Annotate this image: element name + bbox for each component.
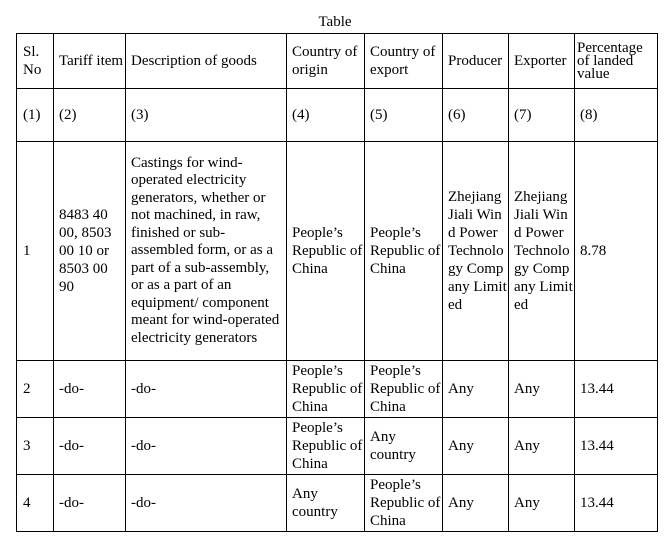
country-of-origin-cell: People’s Republic of China — [287, 418, 365, 475]
country-of-origin-cell: People’s Republic of China — [287, 361, 365, 418]
percentage-cell: 13.44 — [575, 475, 658, 532]
producer-cell: Zhejiang Jiali Wind Power Technology Company Limited — [443, 142, 509, 361]
header-row — [17, 34, 658, 89]
country-of-origin-cell: People’s Republic of China — [287, 142, 365, 361]
header-country-of-export: Country of export — [365, 34, 443, 89]
description-cell: -do- — [126, 418, 287, 475]
table-row — [17, 361, 658, 418]
country-of-export-cell: People’s Republic of China — [365, 475, 443, 532]
table-row — [17, 142, 658, 361]
description-cell: -do- — [126, 361, 287, 418]
sl-no-cell: 1 — [17, 142, 54, 361]
sl-no-cell: 2 — [17, 361, 54, 418]
table-row — [17, 418, 658, 475]
producer-cell: Any — [443, 418, 509, 475]
header-tariff-item: Tariff item — [54, 34, 126, 89]
exporter-cell: Any — [509, 361, 575, 418]
description-cell: -do- — [126, 475, 287, 532]
numbering-cell: (3) — [126, 89, 287, 142]
percentage-cell: 13.44 — [575, 418, 658, 475]
sl-no-cell: 4 — [17, 475, 54, 532]
numbering-cell: (8) — [575, 89, 658, 142]
header-country-of-origin: Country of origin — [287, 34, 365, 89]
numbering-cell: (2) — [54, 89, 126, 142]
numbering-cell: (1) — [17, 89, 54, 142]
header-sl-no: Sl. No — [17, 34, 54, 89]
numbering-cell: (4) — [287, 89, 365, 142]
tariff-item-cell: -do- — [54, 475, 126, 532]
country-of-export-cell: Any country — [365, 418, 443, 475]
header-exporter: Exporter — [509, 34, 575, 89]
tariff-item-cell: 8483 40 00, 8503 00 10 or 8503 00 90 — [54, 142, 126, 361]
exporter-cell: Any — [509, 418, 575, 475]
sl-no-cell: 3 — [17, 418, 54, 475]
header-description: Description of goods — [126, 34, 287, 89]
table-row — [17, 475, 658, 532]
table-title: Table — [318, 14, 352, 30]
numbering-cell: (6) — [443, 89, 509, 142]
percentage-cell: 8.78 — [575, 142, 658, 361]
producer-cell: Any — [443, 475, 509, 532]
numbering-row — [17, 89, 658, 142]
country-of-origin-cell: Any country — [287, 475, 365, 532]
exporter-cell: Zhejiang Jiali Wind Power Technology Company Limited — [509, 142, 575, 361]
country-of-export-cell: People’s Republic of China — [365, 361, 443, 418]
producer-cell: Any — [443, 361, 509, 418]
country-of-export-cell: People’s Republic of China — [365, 142, 443, 361]
exporter-cell: Any — [509, 475, 575, 532]
tariff-item-cell: -do- — [54, 418, 126, 475]
description-cell: Castings for wind-operated electricity generators, whether or not machined, in raw, finished or sub-assembled form, or as a part of a sub-assembly, or as a part of an equipment/ component meant for wind-operated electricity generators — [126, 142, 287, 361]
percentage-cell: 13.44 — [575, 361, 658, 418]
header-producer: Producer — [443, 34, 509, 89]
numbering-cell: (5) — [365, 89, 443, 142]
numbering-cell: (7) — [509, 89, 575, 142]
duty-table — [16, 33, 658, 532]
tariff-item-cell: -do- — [54, 361, 126, 418]
header-percentage: Percentage of landed value — [575, 34, 658, 89]
